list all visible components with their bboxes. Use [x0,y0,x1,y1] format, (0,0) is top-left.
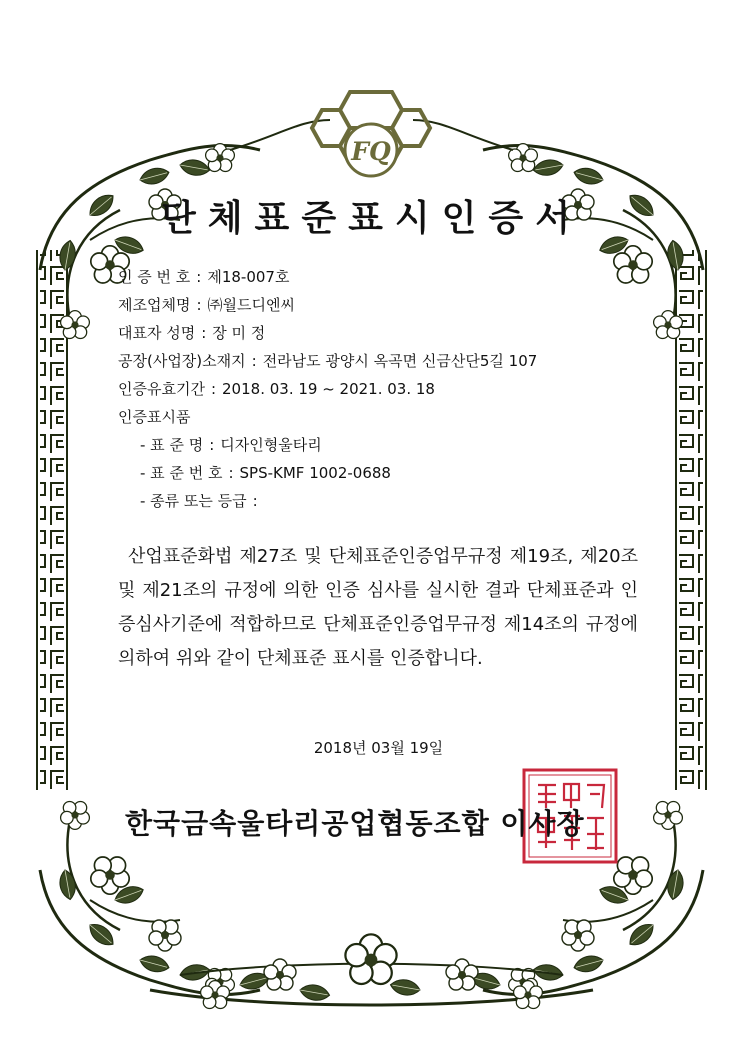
product-label: - 표 준 명 [140,436,204,454]
field-value: 제18-007호 [207,268,290,286]
certification-statement [118,540,638,676]
field-separator: : [209,436,215,454]
field-separator: : [196,268,202,286]
field-row [118,263,638,291]
field-separator: : [196,296,202,314]
certificate-info [118,263,638,515]
product-value: 디자인형울타리 [220,436,322,454]
field-separator: : [251,352,257,370]
field-label: 인증유효기간 [118,380,205,398]
field-label: 제조업체명 [118,296,191,314]
field-label: 공장(사업장)소재지 [118,352,246,370]
product-row [118,431,638,459]
svg-text:FQ: FQ [351,137,391,166]
field-label: 인 증 번 호 [118,268,191,286]
product-label: - 표 준 번 호 [140,464,223,482]
field-separator: : [252,492,258,510]
field-row [118,319,638,347]
certificate-title: 단체표준표시인증서 [161,197,582,239]
statement-paragraph: 산업표준화법 제27조 및 단체표준인증업무규정 제19조, 제20조 및 제21조의 규정에 의한 인증 심사를 실시한 결과 단체표준과 인증심사기준에 적합하므로 단체표준인증업무규정 제14조의 규정에 의하여 위와 같이 단체표준 표시를 인증합니다. [118,546,638,669]
product-row [118,487,638,515]
product-heading: 인증표시품 [118,408,191,426]
field-row [118,375,638,403]
issuer-name: 한국금속울타리공업협동조합 이사장 [125,807,585,840]
field-value: ㈜월드디엔씨 [207,296,295,314]
product-row [118,459,638,487]
field-separator: : [210,380,217,398]
field-row [118,347,638,375]
field-separator: : [201,324,207,342]
field-value: 2018. 03. 19 ~ 2021. 03. 18 [222,380,435,398]
issue-date: 2018년 03월 19일 [313,739,444,757]
field-value: 전라남도 광양시 옥곡면 신금산단5길 107 [262,352,538,370]
product-label: - 종류 또는 등급 [140,492,247,510]
field-value: 장 미 정 [212,324,266,342]
product-value: SPS-KMF 1002-0688 [239,464,391,482]
field-row [118,291,638,319]
field-label: 대표자 성명 [118,324,196,342]
field-separator: : [228,464,234,482]
fq-logo-icon [312,92,430,176]
